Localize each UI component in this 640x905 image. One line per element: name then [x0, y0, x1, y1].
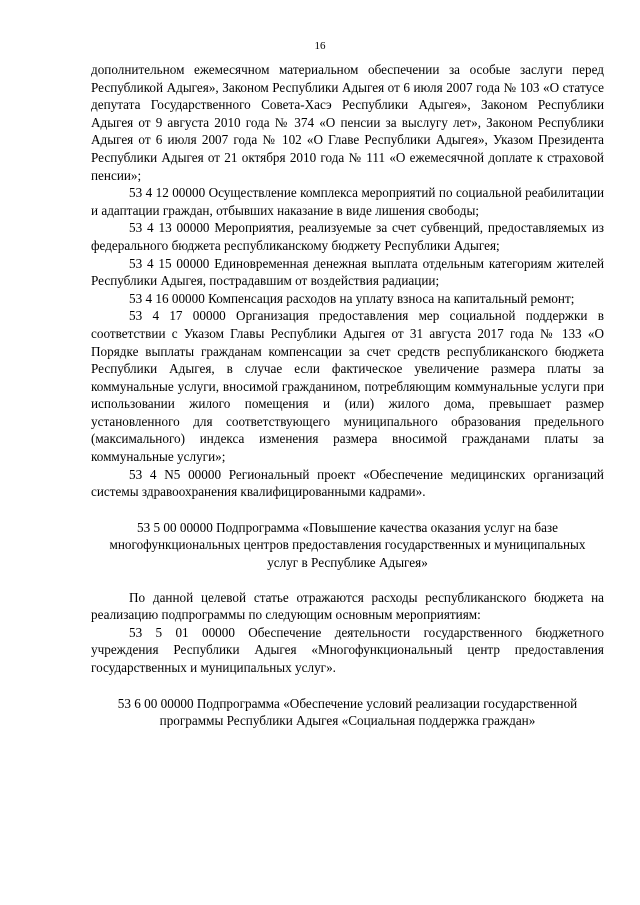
document-body: [91, 61, 604, 730]
paragraph-53-4-n5: 53 4 N5 00000 Региональный проект «Обеспечение медицинских организаций системы здравоохранения квалифицированными кадрами».: [91, 466, 604, 500]
paragraph-53-4-15: 53 4 15 00000 Единовременная денежная выплата отдельным категориям жителей Республики Адыгея, пострадавшим от воздействия радиации;: [91, 255, 604, 289]
paragraph-53-5-01: 53 5 01 00000 Обеспечение деятельности государственного бюджетного учреждения Республики Адыгея «Многофункциональный центр предоставления государственных и муниципальных услуг».: [91, 624, 604, 675]
subprogram-heading-53-6: 53 6 00 00000 Подпрограмма «Обеспечение условий реализации государственной программы Республики Адыгея «Социальная поддержка граждан»: [117, 695, 578, 729]
subprogram-heading-53-5: 53 5 00 00000 Подпрограмма «Повышение качества оказания услуг на базе многофункциональных центров предоставления государственных и муниципальных услуг в Республике Адыгея»: [109, 519, 586, 571]
paragraph-53-4-16: 53 4 16 00000 Компенсация расходов на уплату взноса на капитальный ремонт;: [129, 290, 575, 306]
paragraph-53-4-17: 53 4 17 00000 Организация предоставления мер социальной поддержки в соответствии с Указом Главы Республики Адыгея от 31 августа 2017 года № 133 «О Порядке выплаты гражданам компенсации за счет средств республиканского бюджета Республики Адыгея, в случае если фактическое увеличение размера платы за коммунальные услуги, вносимой гражданином, потребляющим коммунальные услуги при использовании жилого помещения и (или) жилого дома, превышает размер установленного для соответствующего муниципального образования предельного (максимального) индекса изменения размера вносимой гражданами платы за коммунальные услуги»;: [91, 308, 604, 465]
page-number: 16: [314, 40, 326, 52]
paragraph-53-4-13: 53 4 13 00000 Мероприятия, реализуемые за счет субвенций, предоставляемых из федерального бюджета республиканскому бюджету Республики Адыгея;: [91, 220, 604, 253]
paragraph-laws-continuation: дополнительном ежемесячном материальном обеспечении за особые заслуги перед Республикой Адыгея», Законом Республики Адыгея от 6 июля 2007 года № 103 «О статусе депутата Государственного Совета-Хасэ Республики Адыгея», Законом Республики Адыгея от 9 августа 2010 года № 374 «О пенсии за выслугу лет», Законом Республики Адыгея от 6 июля 2007 года № 102 «О Главе Республики Адыгея», Указом Президента Республики Адыгея от 21 октября 2010 года № 111 «О ежемесячной доплате к страховой пенсии»;: [91, 62, 604, 183]
paragraph-53-4-12: 53 4 12 00000 Осуществление комплекса мероприятий по социальной реабилитации и адаптации граждан, отбывших наказание в виде лишения свободы;: [91, 185, 604, 218]
paragraph-expenses-intro: По данной целевой статье отражаются расходы республиканского бюджета на реализацию подпрограммы по следующим основным мероприятиям:: [91, 589, 604, 623]
